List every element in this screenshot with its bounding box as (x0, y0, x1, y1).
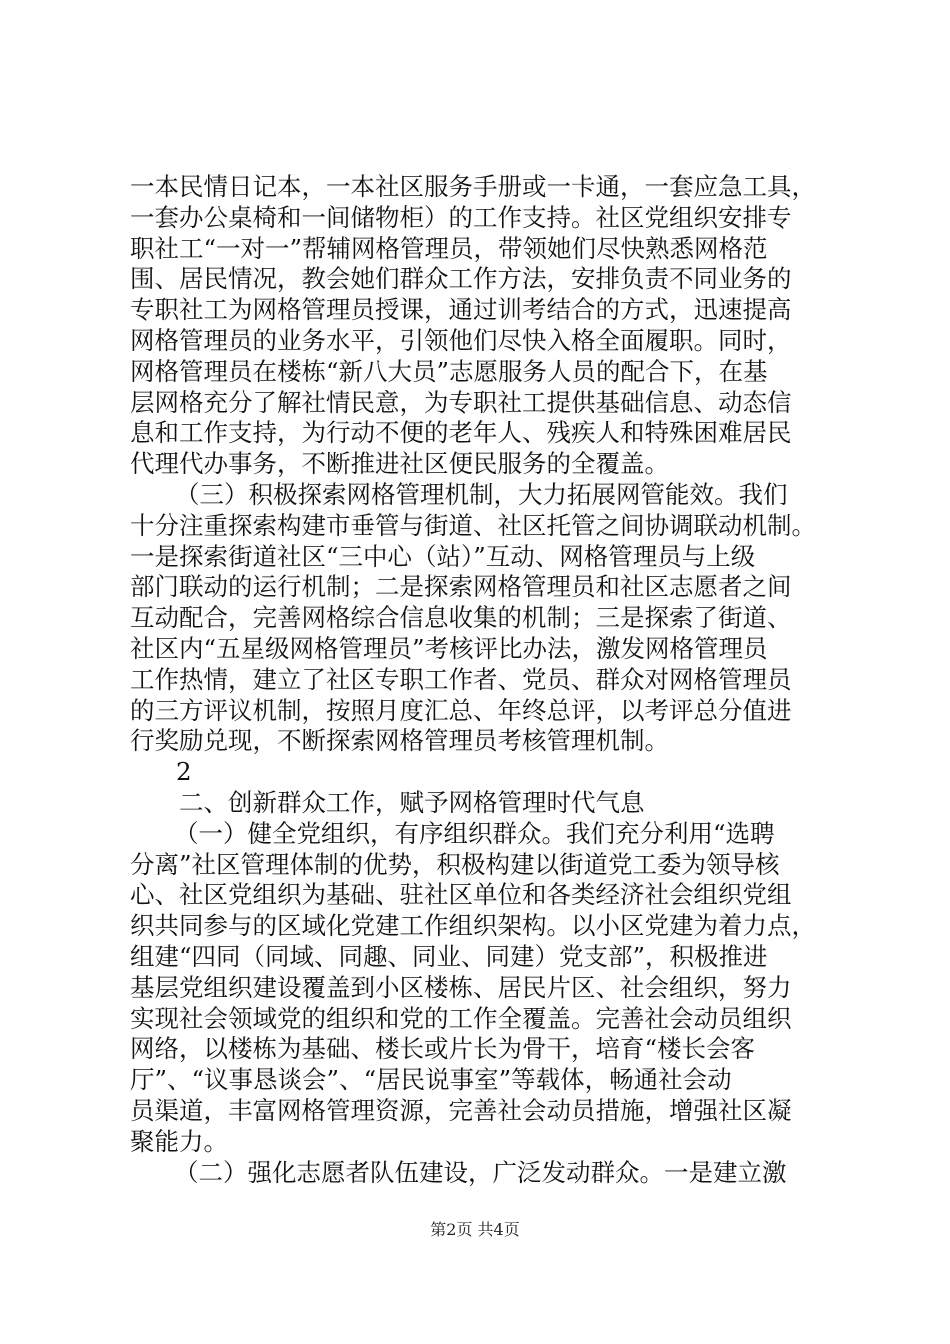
text-line: 工作热情，建立了社区专职工作者、党员、群众对网格管理员 (130, 664, 792, 694)
text-line: 网格管理员在楼栋“新八大员”志愿服务人员的配合下，在基 (130, 356, 768, 386)
text-line: 网格管理员的业务水平，引领他们尽快入格全面履职。同时， (130, 325, 792, 355)
text-line: 实现社会领域党的组织和党的工作全覆盖。完善社会动员组织 (130, 1003, 792, 1033)
text-line: 专职社工为网格管理员授课，通过训考结合的方式，迅速提高 (130, 295, 792, 325)
paragraph-heading-line: （二）强化志愿者队伍建设，广泛发动群众。一是建立激 (174, 1157, 787, 1187)
section-heading: 二、创新群众工作，赋予网格管理时代气息 (179, 787, 645, 817)
text-line: 互动配合，完善网格综合信息收集的机制；三是探索了街道、 (130, 603, 792, 633)
text-line: 员渠道，丰富网格管理资源，完善社会动员措施，增强社区凝 (130, 1095, 792, 1125)
text-line: 一是探索街道社区“三中心（站）”互动、网格管理员与上级 (130, 541, 756, 571)
text-line: 围、居民情况，教会她们群众工作方法，安排负责不同业务的 (130, 264, 792, 294)
text-line: 分离”社区管理体制的优势，积极构建以街道党工委为领导核 (130, 849, 780, 879)
text-line: 聚能力。 (130, 1126, 228, 1156)
page-footer: 第2页 共4页 (430, 1220, 520, 1239)
text-line: 职社工“一对一”帮辅网格管理员，带领她们尽快熟悉网格范 (130, 233, 768, 263)
paragraph-heading-line: （一）健全党组织，有序组织群众。我们充分利用“选聘 (174, 818, 775, 848)
text-line: 一套办公桌椅和一间储物柜）的工作支持。社区党组织安排专 (130, 202, 792, 232)
paragraph-heading-line: （三）积极探索网格管理机制，大力拓展网管能效。我们 (175, 479, 788, 509)
text-line: 织共同参与的区域化党建工作组织架构。以小区党建为着力点， (130, 911, 816, 941)
text-line: 厅”、“议事恳谈会”、“居民说事室”等载体，畅通社会动 (130, 1065, 732, 1095)
text-line: 网络，以楼栋为基础、楼长或片长为骨干，培育“楼长会客 (130, 1034, 756, 1064)
text-line: 的三方评议机制，按照月度汇总、年终总评，以考评总分值进 (130, 695, 792, 725)
text-line: 一本民情日记本，一本社区服务手册或一卡通，一套应急工具， (130, 172, 816, 201)
text-line: 社区内“五星级网格管理员”考核评比办法，激发网格管理员 (130, 633, 768, 663)
text-line: 组建“四同（同域、同趣、同业、同建）党支部”，积极推进 (130, 941, 768, 971)
document-body (130, 172, 850, 1188)
text-line: 层网格充分了解社情民意，为专职社工提供基础信息、动态信 (130, 387, 792, 417)
text-line: 心、社区党组织为基础、驻社区单位和各类经济社会组织党组 (130, 880, 792, 910)
inline-page-number: 2 (176, 757, 192, 787)
text-line: 十分注重探索构建市垂管与街道、社区托管之间协调联动机制。 (130, 510, 816, 540)
text-line: 息和工作支持，为行动不便的老年人、残疾人和特殊困难居民 (130, 418, 792, 448)
text-line: 部门联动的运行机制；二是探索网格管理员和社区志愿者之间 (130, 572, 792, 602)
text-line: 行奖励兑现，不断探索网格管理员考核管理机制。 (130, 726, 669, 756)
text-line: 代理代办事务，不断推进社区便民服务的全覆盖。 (130, 449, 669, 479)
text-line: 基层党组织建设覆盖到小区楼栋、居民片区、社会组织，努力 (130, 972, 792, 1002)
